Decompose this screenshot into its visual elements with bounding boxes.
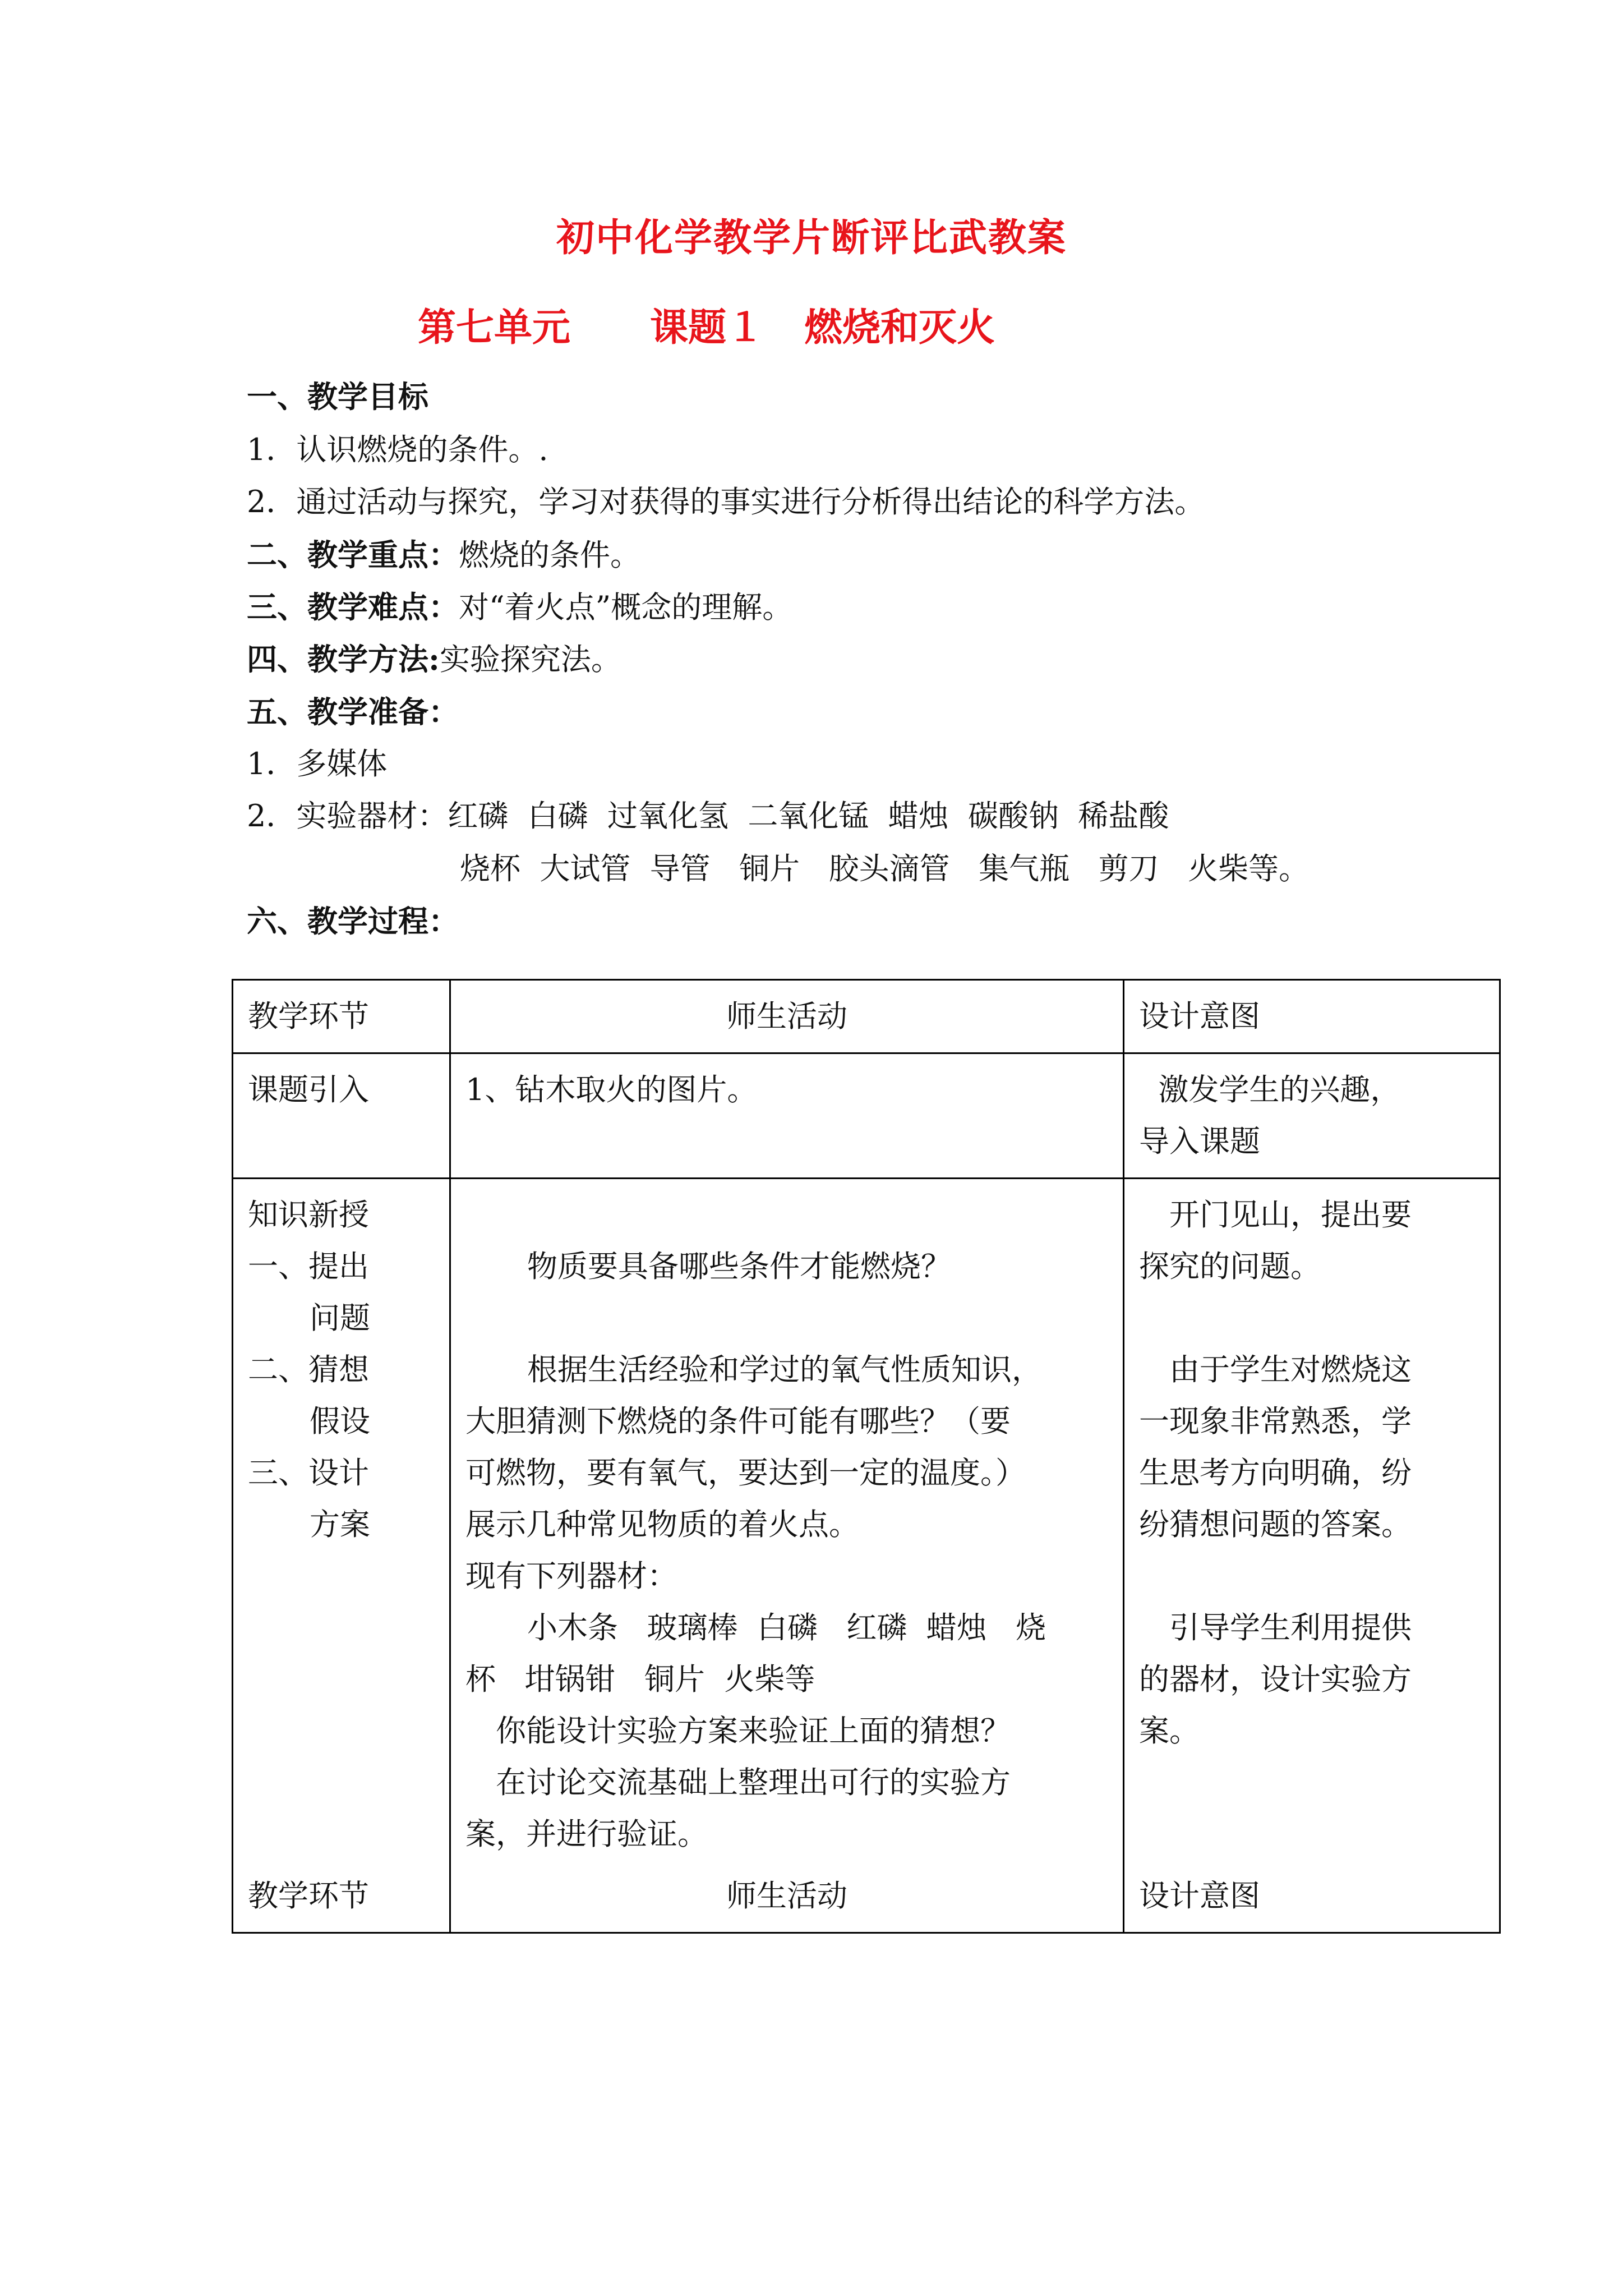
activity-design-line6: 案，并进行验证。: [465, 1816, 708, 1852]
key-points-label: 二、教学重点：: [247, 537, 459, 573]
row2-activity: [450, 1179, 1124, 1871]
intent-question-line1: 开门见山，提出要: [1169, 1197, 1412, 1232]
preparation-item-2: 2．实验器材：红磷 白磷 过氧化氢 二氧化锰 蜡烛 碳酸钠 稀盐酸: [247, 798, 1169, 834]
table-row: [233, 1053, 1500, 1179]
table-header-row: [233, 980, 1500, 1053]
intent-design-line3: 案。: [1139, 1713, 1200, 1749]
activity-design-line4: 你能设计实验方案来验证上面的猜想？: [496, 1713, 1011, 1749]
footer-stage: 教学环节: [233, 1870, 450, 1933]
row2-stage: [233, 1179, 450, 1871]
stage-step2-cont: 假设: [310, 1404, 370, 1439]
section-method: [247, 641, 621, 677]
activity-hypothesis-line2: 大胆猜测下燃烧的条件可能有哪些？（要: [465, 1404, 1011, 1439]
stage-step3-cont: 方案: [310, 1507, 370, 1542]
activity-question: 物质要具备哪些条件才能燃烧？: [527, 1249, 951, 1284]
section-key-points: [247, 537, 640, 573]
stage-step2: 二、猜想: [248, 1352, 369, 1387]
table-row: [233, 1179, 1500, 1871]
row1-intent: [1124, 1053, 1500, 1179]
footer-activity: 师生活动: [450, 1870, 1124, 1933]
difficulties-label: 三、教学难点：: [247, 589, 459, 625]
stage-step1-cont: 问题: [310, 1300, 370, 1336]
table-footer-row: [233, 1870, 1500, 1933]
header-intent: 设计意图: [1124, 980, 1500, 1053]
stage-step1: 一、提出: [248, 1249, 369, 1284]
section-objectives-heading: 一、教学目标: [247, 379, 428, 415]
header-activity: 师生活动: [450, 980, 1124, 1053]
intent-hypothesis-line1: 由于学生对燃烧这: [1169, 1352, 1412, 1387]
key-points-text: 燃烧的条件。: [459, 537, 640, 573]
row1-stage: 课题引入: [233, 1053, 450, 1179]
activity-design-line1: 现有下列器材：: [465, 1558, 677, 1594]
document-subtitle: 第七单元 课题１ 燃烧和灭火: [418, 305, 995, 350]
intent-design-line1: 引导学生利用提供: [1169, 1610, 1412, 1645]
footer-intent: 设计意图: [1124, 1870, 1500, 1933]
stage-new-knowledge: 知识新授: [248, 1197, 369, 1232]
document-title: 初中化学教学片断评比武教案: [556, 215, 1067, 260]
stage-step3: 三、设计: [248, 1455, 369, 1490]
preparation-item-2-continued: 烧杯 大试管 导管 铜片 胶头滴管 集气瓶 剪刀 火柴等。: [460, 851, 1310, 886]
activity-design-line3: 杯 坩锅钳 铜片 火柴等: [465, 1662, 815, 1697]
activity-design-line2: 小木条 玻璃棒 白磷 红磷 蜡烛 烧: [527, 1610, 1046, 1645]
intent-design-line2: 的器材，设计实验方: [1139, 1662, 1412, 1697]
activity-hypothesis-line4: 展示几种常见物质的着火点。: [465, 1507, 859, 1542]
difficulties-text: 对“着火点”概念的理解。: [459, 590, 793, 625]
section-difficulties: [247, 589, 793, 625]
row1-intent-line1: 激发学生的兴趣，: [1139, 1072, 1401, 1107]
row2-intent: [1124, 1179, 1500, 1871]
intent-hypothesis-line3: 生思考方向明确，纷: [1139, 1455, 1412, 1490]
objective-item-1: 1．认识燃烧的条件。.: [247, 432, 548, 467]
section-process-heading: 六、教学过程：: [247, 903, 459, 939]
section-preparation-heading: 五、教学准备：: [247, 694, 459, 730]
preparation-item-1: 1．多媒体: [247, 746, 388, 781]
intent-hypothesis-line2: 一现象非常熟悉，学: [1139, 1404, 1412, 1439]
row1-activity: 1、钻木取火的图片。: [450, 1053, 1124, 1179]
activity-hypothesis-line1: 根据生活经验和学过的氧气性质知识，: [527, 1352, 1042, 1387]
method-text: 实验探究法。: [439, 642, 621, 677]
row1-intent-line2: 导入课题: [1139, 1124, 1260, 1159]
teaching-process-table: [232, 979, 1501, 1934]
intent-hypothesis-line4: 纷猜想问题的答案。: [1139, 1507, 1412, 1542]
activity-design-line5: 在讨论交流基础上整理出可行的实验方: [496, 1765, 1011, 1800]
objective-item-2: 2．通过活动与探究，学习对获得的事实进行分析得出结论的科学方法。: [247, 484, 1205, 519]
activity-hypothesis-line3: 可燃物，要有氧气，要达到一定的温度。）: [465, 1455, 1026, 1490]
method-label: 四、教学方法:: [247, 641, 440, 677]
header-stage: 教学环节: [233, 980, 450, 1053]
intent-question-line2: 探究的问题。: [1139, 1249, 1321, 1284]
